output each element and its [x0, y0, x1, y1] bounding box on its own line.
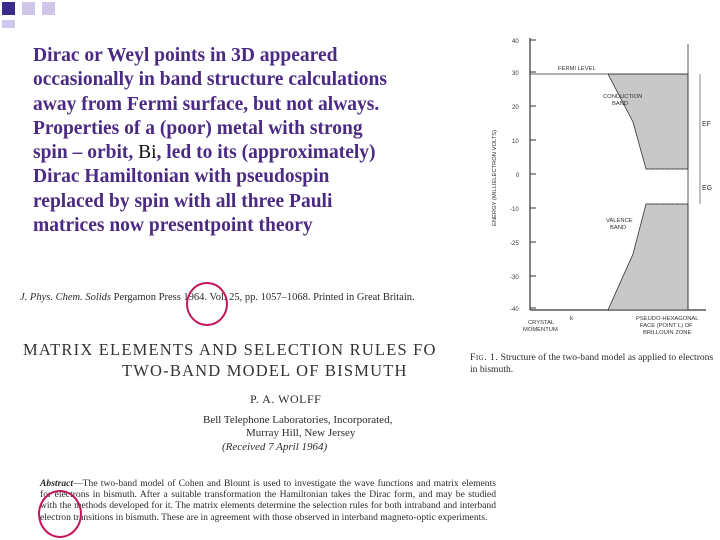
main-text-fragment: , led to its (approximately)	[156, 142, 376, 164]
main-text-line: Dirac Hamiltonian with pseudospin	[33, 166, 330, 188]
corner-square-light	[22, 2, 35, 15]
main-text-fragment: spin – orbit,	[33, 142, 139, 164]
abstract-label: Abstract	[40, 478, 74, 489]
axis-marker: k	[570, 316, 573, 322]
y-tick-label: 30	[512, 71, 519, 77]
paper-title-line: MATRIX ELEMENTS AND SELECTION RULES FO	[23, 340, 437, 359]
eg-label: EG	[702, 185, 713, 192]
y-tick-label: -30	[510, 275, 519, 281]
valence-band-label: BAND	[610, 225, 627, 231]
paper-author: P. A. WOLFF	[250, 392, 322, 406]
x-axis-label: FACE (POINT L) OF	[640, 323, 693, 329]
x-axis-label: MOMENTUM	[523, 327, 558, 333]
band-structure-figure	[478, 34, 714, 344]
y-tick-label: -40	[510, 307, 519, 313]
y-tick-label: 0	[516, 173, 520, 179]
conduction-band-label: CONDUCTION	[603, 94, 643, 100]
paper-title-line: TWO-BAND MODEL OF BISMUTH	[122, 361, 408, 380]
highlight-circle-dirac	[38, 490, 82, 538]
main-text-line: occasionally in band structure calculations	[33, 69, 387, 91]
x-axis-label: CRYSTAL	[528, 320, 555, 326]
y-tick-label: 40	[512, 39, 519, 45]
paper-affiliation: Bell Telephone Laboratories, Incorporated,	[203, 414, 393, 426]
corner-square-dark	[2, 2, 15, 15]
x-axis-label: BRILLOUIN ZONE	[643, 330, 692, 336]
x-axis-label: PSEUDO-HEXAGONAL	[636, 316, 699, 322]
main-text-line: Properties of a (poor) metal with strong	[33, 117, 363, 139]
valence-band-label: VALENCE	[606, 218, 633, 224]
highlight-circle-year	[186, 282, 228, 326]
y-axis-label: ENERGY (MILLIELECTRON VOLTS)	[492, 129, 498, 226]
main-text-line: replaced by spin with all three Pauli	[33, 190, 333, 212]
journal-name: J. Phys. Chem. Solids	[20, 292, 111, 303]
conduction-band-label: BAND	[612, 101, 629, 107]
figure-caption-label: Fig. 1.	[470, 352, 499, 363]
figure-caption-text: Structure of the two-band model as applied to electrons in bismuth.	[470, 352, 714, 375]
ef-label: EF	[702, 121, 711, 128]
corner-square-light	[2, 20, 15, 28]
main-text-line	[33, 141, 473, 165]
conduction-band	[608, 74, 688, 169]
corner-square-light	[42, 2, 55, 15]
y-tick-label: -10	[510, 207, 519, 213]
y-tick-label: -25	[510, 241, 519, 247]
y-tick-label: 10	[512, 139, 519, 145]
slide-corner-decoration	[0, 0, 60, 30]
paper-abstract	[40, 478, 496, 523]
main-text-line: matrices now presentpoint theory	[33, 215, 313, 237]
bismuth-symbol: Bi	[138, 142, 157, 164]
abstract-text: —The two-band model of Cohen and Blount is used to investigate the wave functions and matrix elements for electrons in bismuth. After a suitable transformation the Hamiltonian takes the Dirac form, and may be studied with the methods developed for it. The matrix elements determine the selection rules for both intraband and interband electron transitions in bismuth. These are in agreement with those observed in interband magneto-optic experiments.	[40, 478, 496, 523]
main-text-line: Dirac or Weyl points in 3D appeared	[33, 45, 338, 66]
figure-caption	[470, 352, 720, 375]
paper-received-date: (Received 7 April 1964)	[222, 441, 328, 453]
paper-affiliation: Murray Hill, New Jersey	[246, 427, 356, 439]
slide-main-text	[33, 44, 473, 238]
fermi-level-label: FERMI LEVEL	[558, 66, 596, 72]
y-tick-label: 20	[512, 105, 519, 111]
main-text-line: away from Fermi surface, but not always.	[33, 93, 380, 115]
y-tick-marks	[530, 40, 536, 308]
journal-details: Pergamon Press 1964. Vol. 25, pp. 1057–1068. Printed in Great Britain.	[111, 292, 415, 303]
